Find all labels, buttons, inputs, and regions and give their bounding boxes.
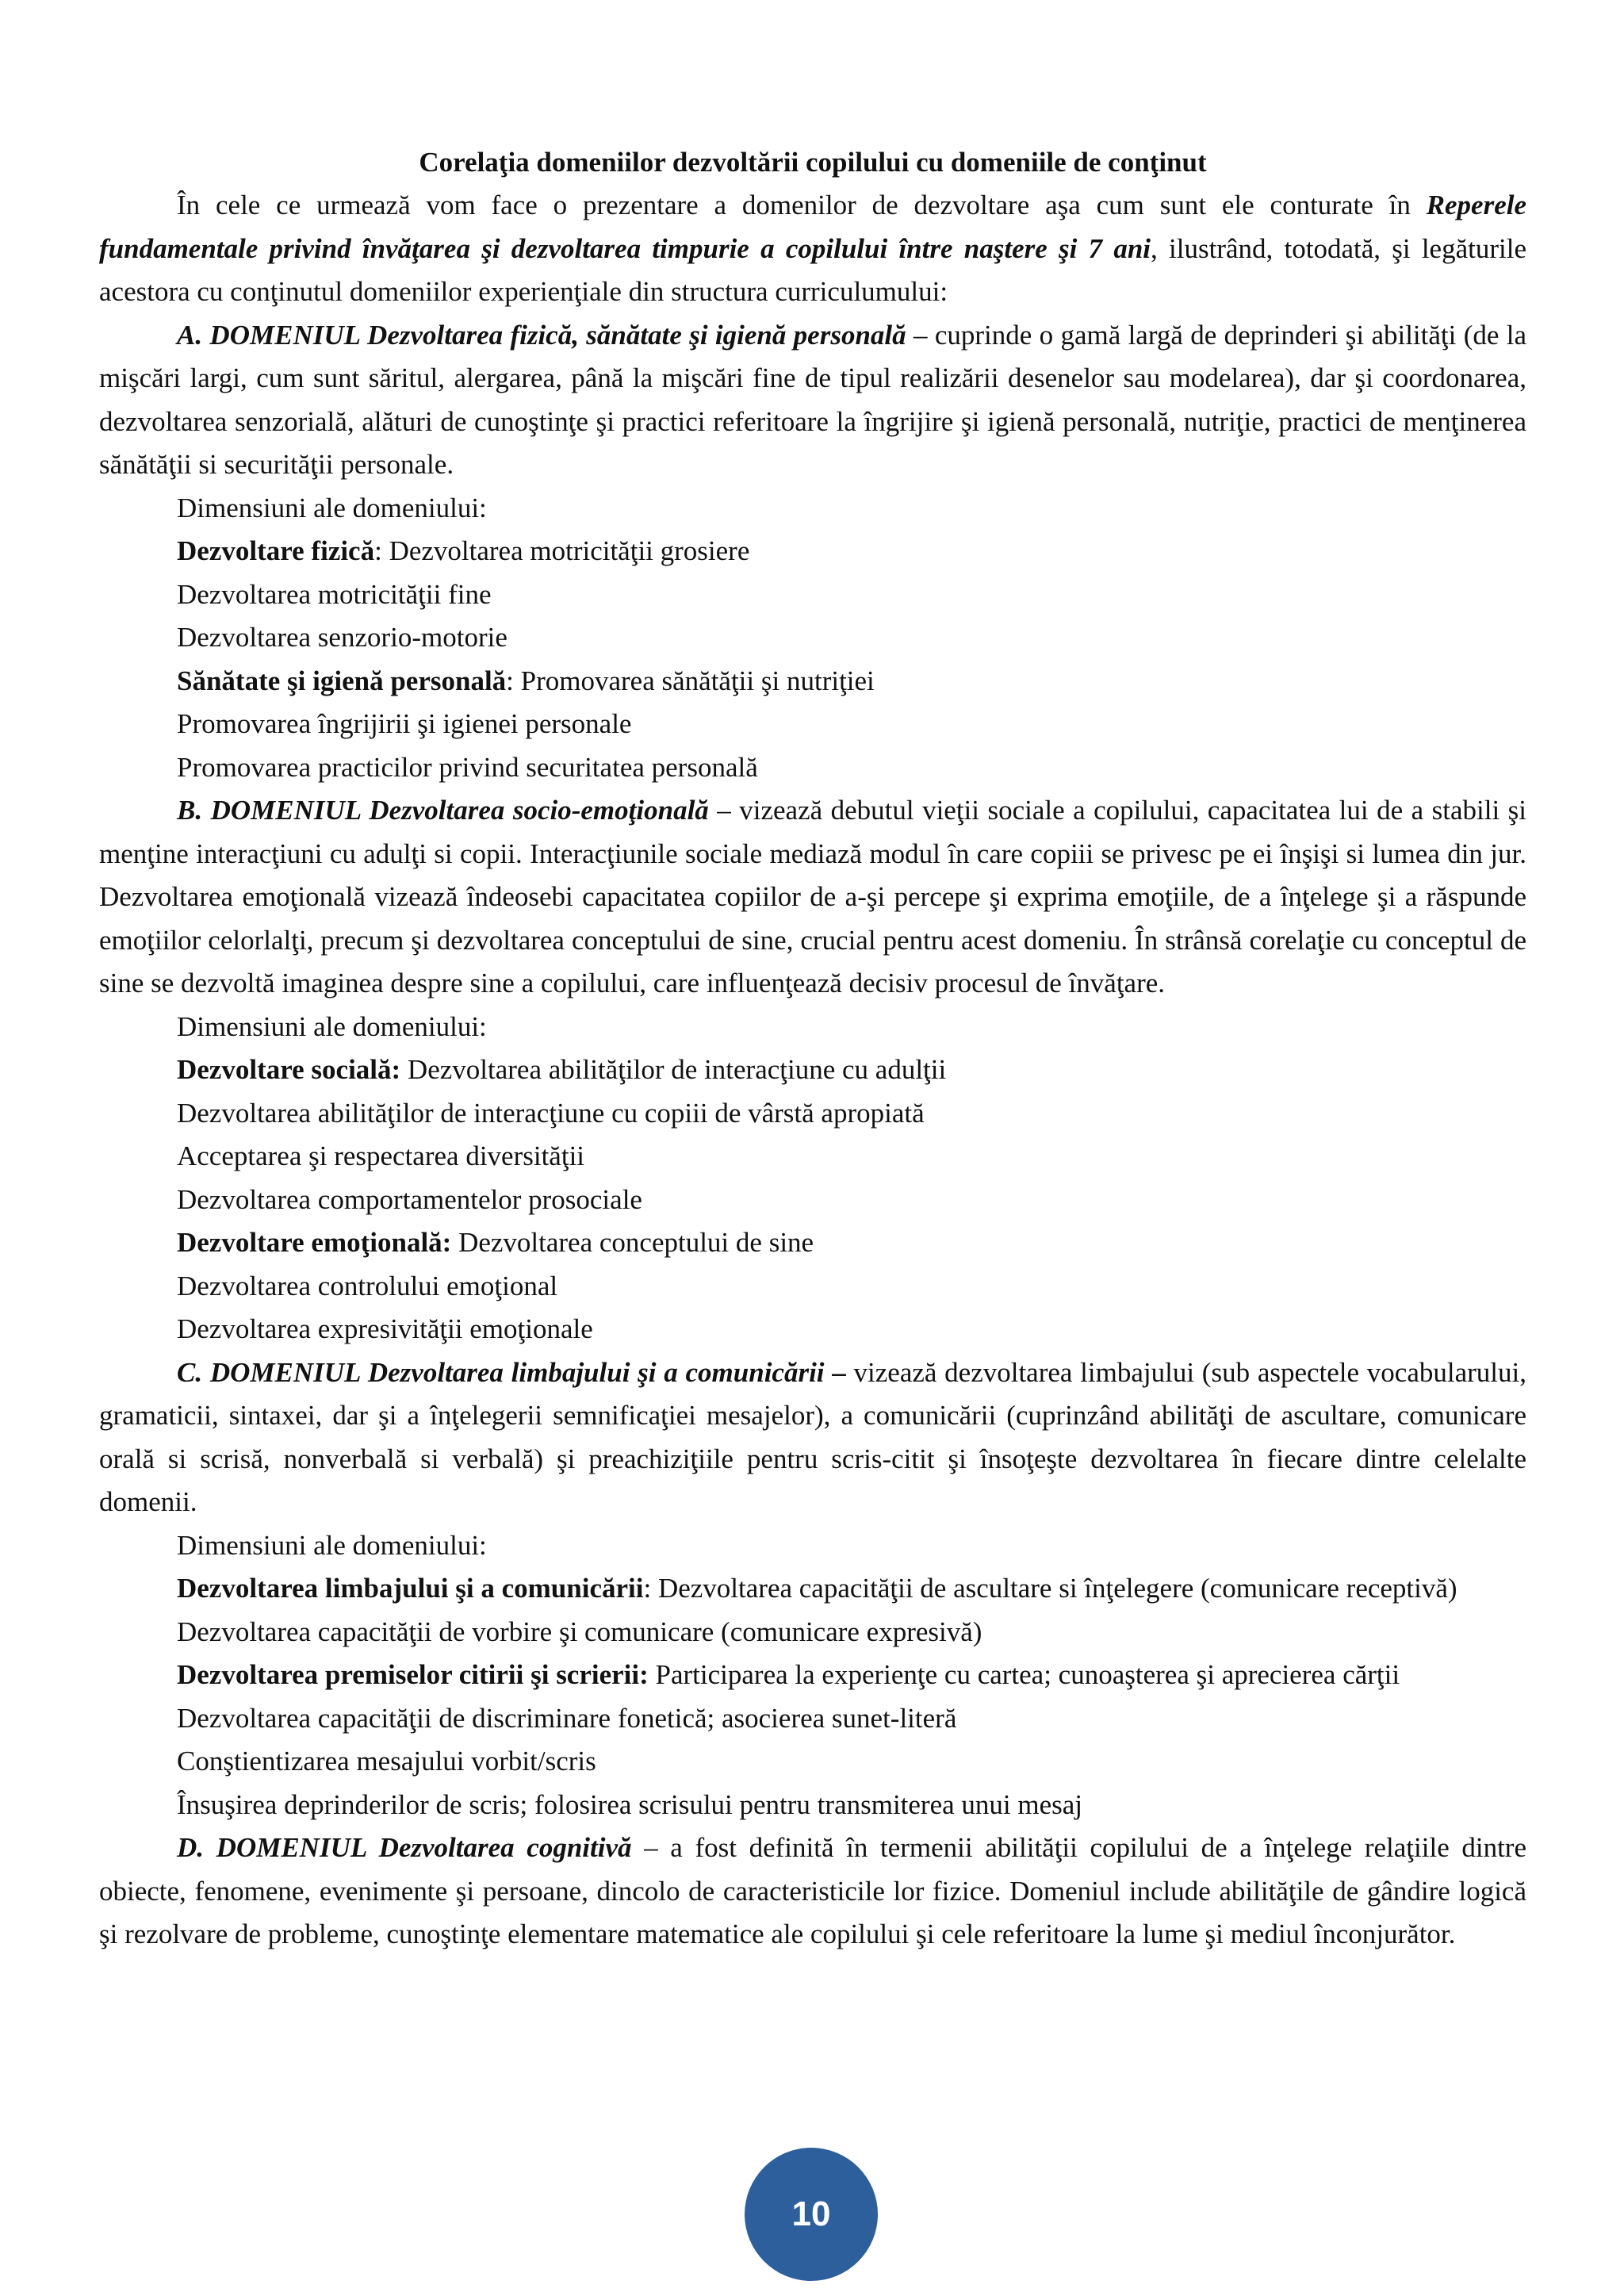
section-c-dim1-rest: : Dezvoltarea capacităţii de ascultare si înţelegere (comunicare receptivă)	[643, 1573, 1457, 1604]
list-item: Dezvoltarea capacităţii de vorbire şi comunicare (comunicare expresivă)	[177, 1616, 982, 1647]
list-item: Acceptarea şi respectarea diversităţii	[177, 1140, 585, 1171]
intro-text-end: , ilustrând, totodată, şi legăturile acestora cu conţinutul domeniilor experienţiale din structura curriculumului:	[99, 232, 1526, 307]
section-c-paragraph	[99, 1351, 1526, 1524]
list-item: Dezvoltarea capacităţii de discriminare fonetică; asocierea sunet-literă	[177, 1702, 957, 1734]
section-b-dim1-label: Dezvoltare socială:	[177, 1054, 401, 1085]
section-a-dim2-rest: : Promovarea sănătăţii şi nutriţiei	[506, 665, 875, 696]
section-a-dimensions-label: Dimensiuni ale domeniului:	[177, 492, 487, 523]
section-d-paragraph	[99, 1826, 1526, 1957]
section-c-heading: C. DOMENIUL Dezvoltarea limbajului şi a comunicării	[177, 1356, 825, 1388]
section-d-heading: D. DOMENIUL Dezvoltarea cognitivă	[177, 1832, 632, 1863]
section-a-dimension-1	[99, 530, 1526, 573]
intro-paragraph	[99, 184, 1526, 314]
list-item: Conştientizarea mesajului vorbit/scris	[177, 1746, 596, 1777]
section-a-dimension-2	[99, 660, 1526, 703]
section-c-dash: –	[824, 1356, 846, 1388]
list-item: Dezvoltarea motricităţii fine	[177, 578, 492, 610]
intro-emphasis: Reperele fundamentale privind învăţarea şi dezvoltarea timpurie a copilului între naştere şi 7 ani	[99, 190, 1526, 264]
section-b-text: – vizează debutul vieţii sociale a copilului, capacitatea lui de a stabili şi menţine interacţiuni cu adulţi si copii. Interacţiunile sociale mediază modul în care copiii se privesc pe ei înşişi si lumea din jur. Dezvoltarea emoţională vizează îndeosebi capacitatea copiilor de a-şi percepe şi exprima emoţiile, de a înţelege şi a răspunde emoţiilor celorlalţi, precum şi dezvoltarea conceptului de sine, crucial pentru acest domeniu. În strânsă corelaţie cu conceptul de sine se dezvoltă imaginea despre sine a copilului, care influenţează decisiv procesul de învăţare.	[99, 795, 1526, 999]
list-item: Dezvoltarea senzorio-motorie	[177, 622, 508, 653]
list-item: Promovarea îngrijirii şi igienei personale	[177, 708, 632, 739]
list-item: Dezvoltarea abilităţilor de interacţiune cu copiii de vârstă apropiată	[177, 1097, 925, 1129]
section-a-dim1-label: Dezvoltare fizică	[177, 535, 375, 566]
section-b-dimension-2	[99, 1221, 1526, 1265]
section-c-dim1-label: Dezvoltarea limbajului şi a comunicării	[177, 1573, 644, 1604]
section-c-dimension-1	[99, 1567, 1526, 1611]
list-item: Dezvoltarea controlului emoţional	[177, 1270, 558, 1301]
section-a-dim1-rest: : Dezvoltarea motricităţii grosiere	[374, 535, 750, 566]
section-b-heading: B. DOMENIUL Dezvoltarea socio-emoţională	[177, 795, 709, 826]
section-b-dim2-label: Dezvoltare emoţională:	[177, 1227, 452, 1258]
section-c-dimensions-label: Dimensiuni ale domeniului:	[177, 1529, 487, 1561]
list-item: Însuşirea deprinderilor de scris; folosirea scrisului pentru transmiterea unui mesaj	[177, 1788, 1083, 1820]
list-item: Dezvoltarea expresivităţii emoţionale	[177, 1313, 593, 1344]
page-title: Corelaţia domeniilor dezvoltării copilului cu domeniile de conţinut	[419, 147, 1207, 178]
intro-text-start: În cele ce urmează vom face o prezentare a domenilor de dezvoltare aşa cum sunt ele conturate în	[177, 190, 1427, 220]
section-c-text: vizează dezvoltarea limbajului (sub aspectele vocabularului, gramaticii, sintaxei, dar şi a înţelegerii semnificaţiei mesajelor), a comunicării (cuprinzând abilităţi de ascultare, comunicare orală si scrisă, nonverbală si verbală) şi preachiziţiile pentru scris-citit şi însoţeşte dezvoltarea în fiecare dintre celelalte domenii.	[99, 1356, 1526, 1517]
section-d-text: – a fost definită în termenii abilităţii copilului de a înţelege relaţiile dintre obiecte, fenomene, evenimente şi persoane, dincolo de caracteristicile lor fizice. Domeniul include abilităţile de gândire logică şi rezolvare de probleme, cunoştinţe elementare matematice ale copilului şi cele referitoare la lume şi mediul înconjurător.	[99, 1832, 1526, 1949]
page-number: 10	[791, 2194, 831, 2233]
section-b-dimensions-label: Dimensiuni ale domeniului:	[177, 1010, 487, 1042]
section-b-paragraph	[99, 789, 1526, 1006]
page-number-badge	[745, 2148, 878, 2281]
section-b-dimension-1	[99, 1048, 1526, 1092]
section-a-dim2-label: Sănătate şi igienă personală	[177, 665, 507, 696]
section-c-dim2-label: Dezvoltarea premiselor citirii şi scrierii:	[177, 1659, 649, 1690]
section-a-paragraph	[99, 314, 1526, 487]
section-a-text: – cuprinde o gamă largă de deprinderi şi abilităţi (de la mişcări largi, cum sunt săritul, alergarea, până la mişcări fine de tipul realizării desenelor sau modelarea), dar şi coordonarea, dezvoltarea senzorială, alături de cunoştinţe şi practici referitoare la îngrijire şi igienă personală, nutriţie, practici de menţinerea sănătăţii si securităţii personale.	[99, 319, 1526, 480]
section-b-dim2-rest: Dezvoltarea conceptului de sine	[451, 1227, 814, 1258]
list-item: Dezvoltarea comportamentelor prosociale	[177, 1183, 642, 1215]
list-item: Promovarea practicilor privind securitatea personală	[177, 751, 758, 783]
document-page	[99, 141, 1526, 1957]
section-a-heading: A. DOMENIUL Dezvoltarea fizică, sănătate şi igienă personală	[177, 319, 906, 351]
section-b-dim1-rest: Dezvoltarea abilităţilor de interacţiune cu adulţii	[400, 1054, 947, 1085]
section-c-dim2-rest: Participarea la experienţe cu cartea; cunoaşterea şi aprecierea cărţii	[648, 1659, 1400, 1690]
section-c-dimension-2	[99, 1654, 1526, 1697]
